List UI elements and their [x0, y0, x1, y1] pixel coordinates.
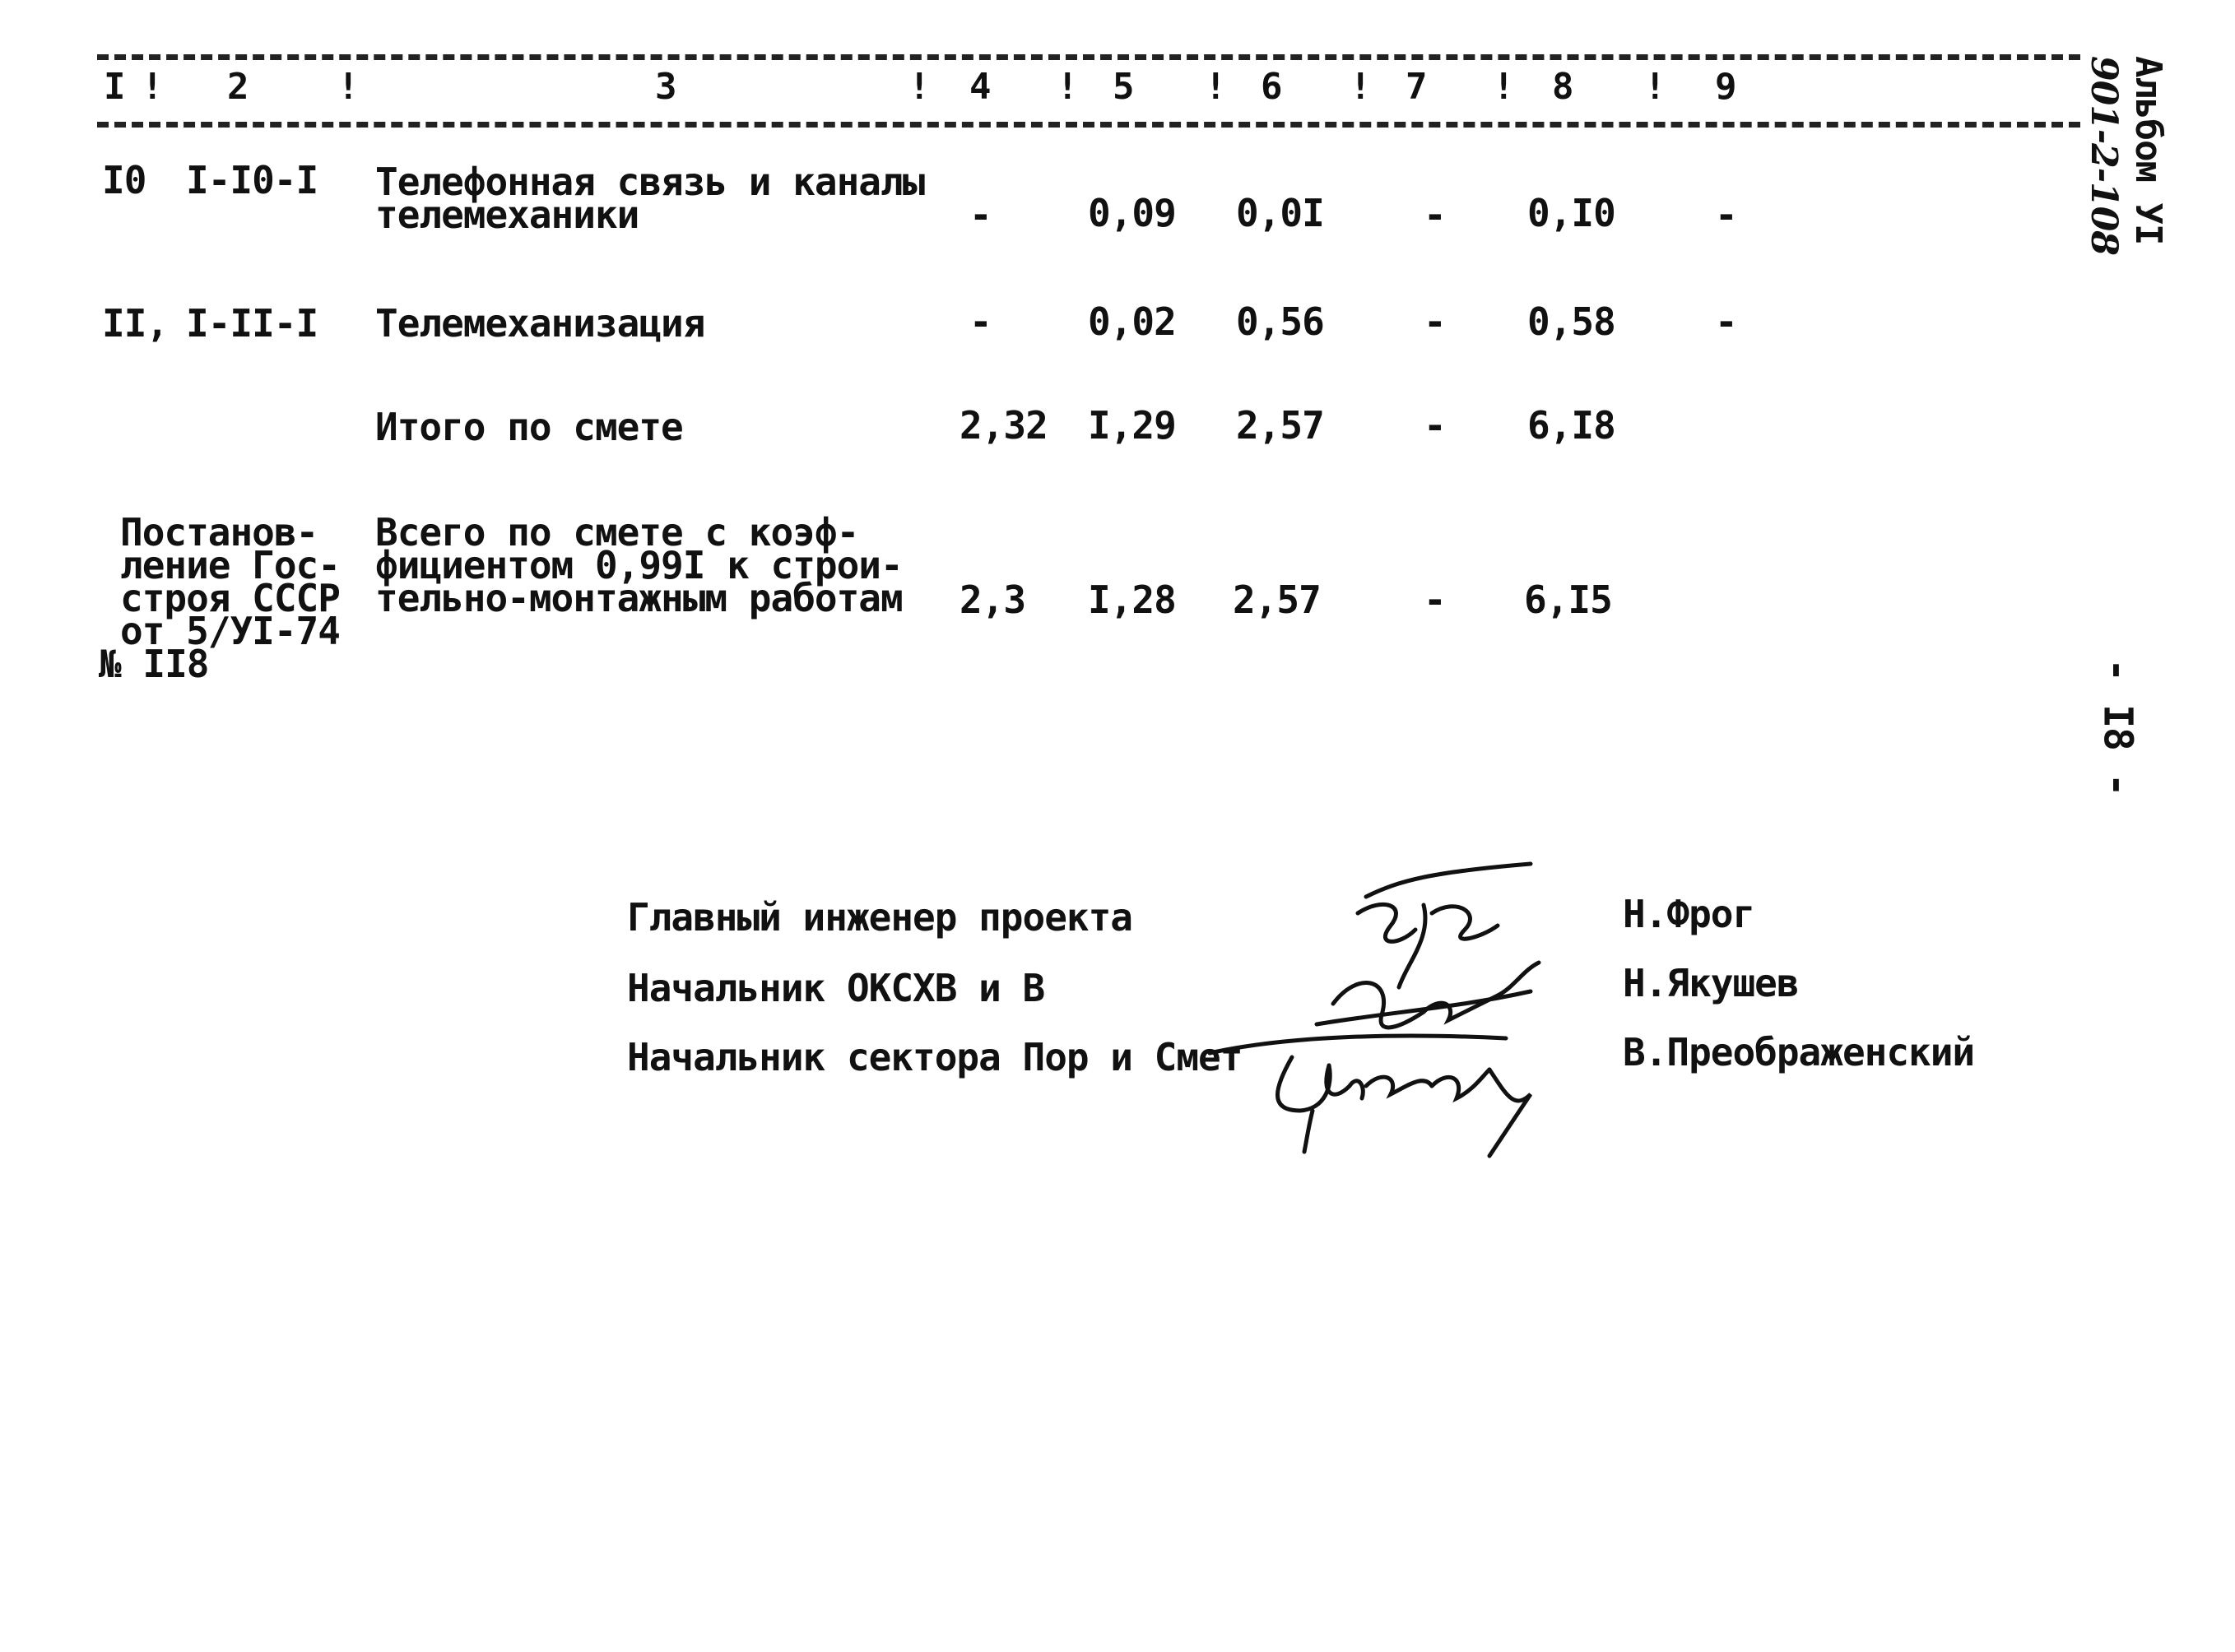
album-stamp [2080, 53, 2171, 299]
cell-col7: - [1424, 578, 1446, 622]
cell-col6: 2,57 [1236, 403, 1324, 448]
cell-col4: 2,3 [960, 578, 1026, 622]
row-basis-line: Постанов- [120, 510, 318, 555]
col-header-8: 8 [1552, 66, 1573, 108]
cell-col8: 6,I8 [1527, 403, 1615, 448]
col-separator: ! [337, 66, 359, 108]
cell-col4: - [969, 299, 992, 344]
signer-title: Начальник сектора Пор и Смет [627, 1035, 1243, 1079]
signature-handwriting [1185, 847, 1613, 1160]
col-separator: ! [1205, 66, 1226, 108]
cell-col6: 2,57 [1233, 578, 1321, 622]
row-name-line: Итого по смете [375, 405, 683, 449]
cell-col7: - [1424, 299, 1446, 344]
row-name-line: тельно-монтажным работам [375, 576, 903, 620]
signer-name: Н.Фрог [1623, 892, 1755, 936]
album-label: Альбом УI [2127, 56, 2169, 245]
signer-name: В.Преображенский [1623, 1030, 1975, 1074]
col-separator: ! [142, 66, 163, 108]
cell-col8: 0,I0 [1527, 191, 1615, 235]
col-header-9: 9 [1715, 66, 1736, 108]
col-header-6: 6 [1261, 66, 1282, 108]
row-name-line: телемеханики [375, 193, 639, 237]
cell-col5: 0,02 [1088, 299, 1176, 344]
cell-col4: 2,32 [960, 403, 1048, 448]
col-header-1: I [104, 66, 125, 108]
cell-col9: - [1715, 193, 1737, 237]
page-number [2057, 658, 2189, 796]
album-code: 901-2-108 [2083, 56, 2125, 255]
row-basis-line: ление Гос- [120, 543, 340, 587]
col-header-5: 5 [1113, 66, 1134, 108]
cell-col6: 0,0I [1236, 191, 1324, 235]
cell-col5: 0,09 [1088, 191, 1176, 235]
cell-col8: 6,I5 [1524, 578, 1612, 622]
col-separator: ! [1350, 66, 1371, 108]
row-name-line: фициентом 0,99I к строи- [375, 543, 903, 587]
col-separator: ! [1057, 66, 1078, 108]
header-bottom-rule [97, 122, 2080, 128]
row-code: I-I0-I [186, 158, 318, 202]
cell-col5: I,29 [1088, 403, 1176, 448]
cell-col6: 0,56 [1236, 299, 1324, 344]
cell-col8: 0,58 [1527, 299, 1615, 344]
cell-col5: I,28 [1088, 578, 1176, 622]
col-header-2: 2 [227, 66, 249, 108]
col-header-3: 3 [655, 66, 676, 108]
cell-col7: - [1424, 193, 1446, 237]
row-basis-line: от 5/УI-74 [120, 609, 340, 653]
signer-name: Н.Якушев [1623, 961, 1799, 1005]
row-name-line: Всего по смете с коэф- [375, 510, 859, 555]
col-header-4: 4 [969, 66, 991, 108]
cell-col7: - [1424, 403, 1446, 448]
col-separator: ! [1644, 66, 1666, 108]
cell-col9: - [1715, 299, 1737, 344]
row-basis-line: № II8 [99, 642, 209, 686]
row-number: I0 [102, 158, 146, 202]
row-code: I-II-I [186, 301, 318, 346]
page-number-text: - I8 - [2094, 658, 2141, 796]
col-separator: ! [908, 66, 930, 108]
signer-title: Главный инженер проекта [627, 895, 1132, 940]
header-top-rule [97, 54, 2080, 60]
row-number: II, [102, 301, 169, 346]
cell-col4: - [969, 193, 992, 237]
col-separator: ! [1493, 66, 1514, 108]
col-header-7: 7 [1406, 66, 1427, 108]
row-name-line: Телемеханизация [375, 301, 705, 346]
row-basis-line: строя СССР [120, 576, 340, 620]
row-name-line: Телефонная связь и каналы [375, 160, 925, 204]
signer-title: Начальник ОКСХВ и В [627, 966, 1045, 1010]
